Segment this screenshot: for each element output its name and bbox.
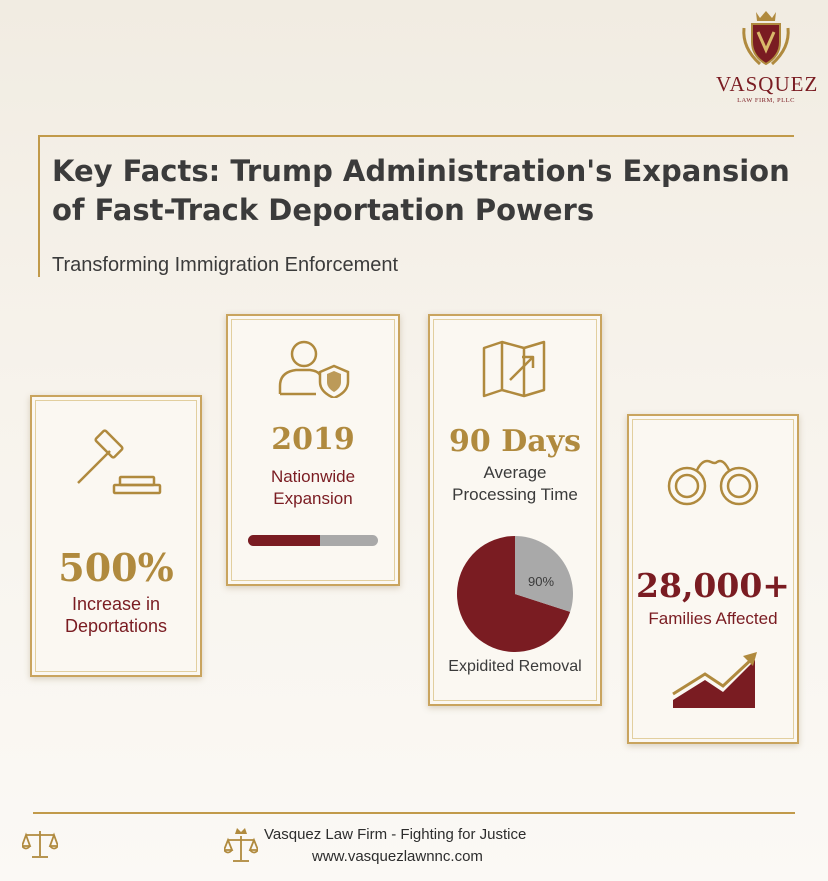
deportations-label-line2: Deportations <box>64 616 168 636</box>
expansion-progress-fill <box>248 535 320 546</box>
map-arrow-icon <box>480 340 550 398</box>
families-label: Families Affected <box>648 609 778 628</box>
page-title: Key Facts: Trump Administration's Expansion of Fast-Track Deportation Powers <box>52 154 790 227</box>
page-subtitle: Transforming Immigration Enforcement <box>52 254 399 276</box>
person-shield-icon <box>276 338 352 398</box>
pie-caption: Expidited Removal <box>448 658 582 675</box>
processing-label-line2: Processing Time <box>452 485 578 504</box>
header-divider <box>38 135 794 137</box>
stat-card-processing-time <box>428 314 602 706</box>
handcuffs-icon <box>665 450 761 510</box>
expansion-progress-bar <box>248 535 378 546</box>
processing-label <box>430 462 600 506</box>
expansion-label-line1: Nationwide <box>270 467 356 486</box>
pie-percent-label: 90% <box>527 574 555 589</box>
trend-up-icon <box>669 650 761 710</box>
gavel-icon <box>70 427 162 497</box>
header-accent-bar <box>38 135 40 277</box>
stat-card-families <box>627 414 799 744</box>
footer-website-link[interactable]: www.vasquezlawnnc.com <box>312 848 483 865</box>
stat-card-expansion <box>226 314 400 586</box>
families-value: 28,000+ <box>636 566 790 605</box>
deportations-label-line1: Increase in <box>71 594 161 614</box>
scales-of-justice-icon <box>22 828 58 860</box>
expansion-label-line2: Expansion <box>273 489 353 508</box>
scales-crown-icon <box>224 826 258 864</box>
stat-card-deportations <box>30 395 202 677</box>
firm-logo <box>716 8 819 104</box>
deportations-value: 500% <box>58 545 174 590</box>
logo-name: VASQUEZ <box>716 72 819 96</box>
footer-tagline: Vasquez Law Firm - Fighting for Justice <box>264 826 527 843</box>
expansion-year: 2019 <box>271 422 355 457</box>
footer-divider <box>33 812 795 814</box>
deportations-label <box>32 593 200 637</box>
expansion-label <box>228 466 398 510</box>
removal-pie-chart <box>455 534 575 654</box>
logo-subtitle: LAW FIRM, PLLC <box>737 97 795 104</box>
processing-label-line1: Average <box>483 463 547 482</box>
crest-icon <box>738 8 794 70</box>
processing-days: 90 Days <box>449 424 581 459</box>
